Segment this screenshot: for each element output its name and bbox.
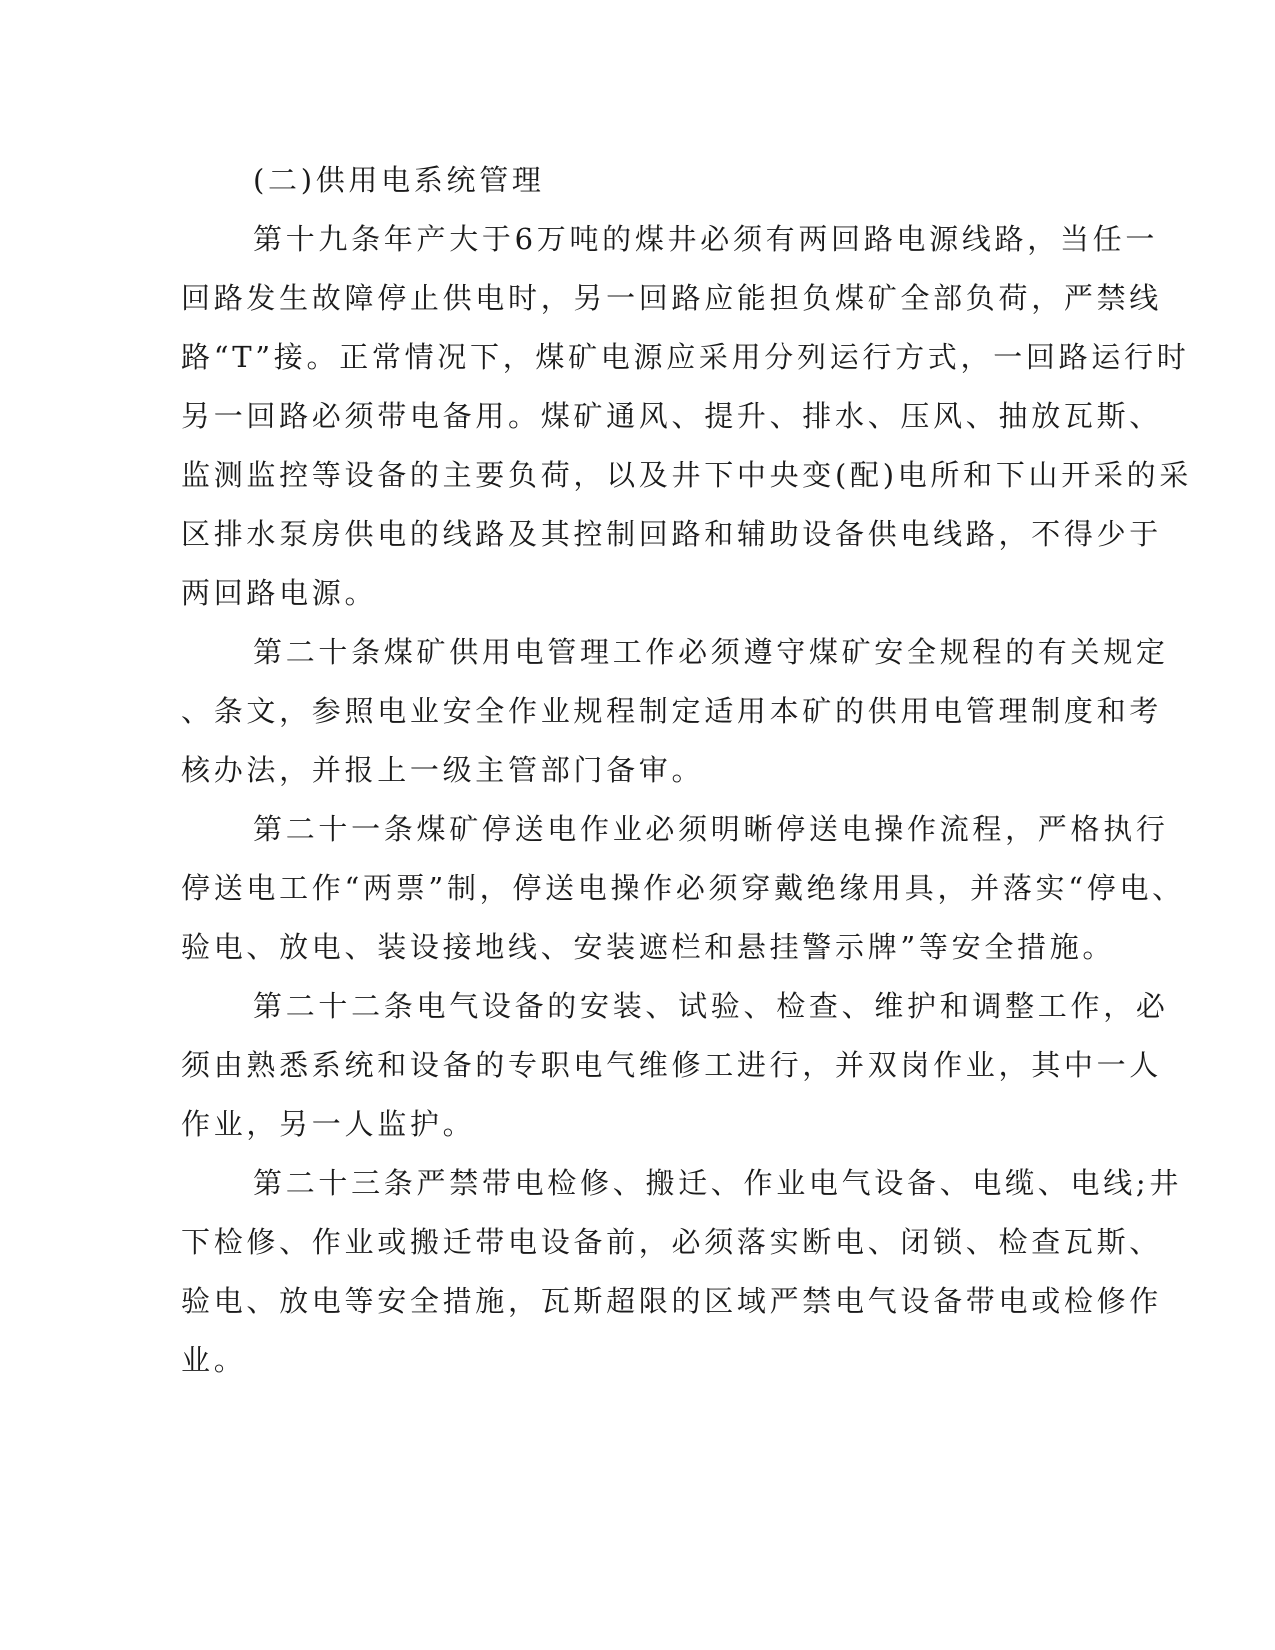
article-20-line-2: 、条文，参照电业安全作业规程制定适用本矿的供用电管理制度和考 — [181, 694, 1163, 728]
article-19-line-7: 两回路电源。 — [181, 576, 378, 610]
article-21-line-2: 停送电工作“两票”制，停送电操作必须穿戴绝缘用具，并落实“停电、 — [181, 871, 1185, 905]
article-20-line-3: 核办法，并报上一级主管部门备审。 — [181, 753, 705, 787]
article-22-line-3: 作业，另一人监护。 — [181, 1107, 476, 1141]
article-19-line-6: 区排水泵房供电的线路及其控制回路和辅助设备供电线路，不得少于 — [181, 517, 1163, 551]
article-22-line-1: 第二十二条电气设备的安装、试验、检查、维护和调整工作，必 — [253, 989, 1169, 1023]
article-19-line-4: 另一回路必须带电备用。煤矿通风、提升、排水、压风、抽放瓦斯、 — [181, 399, 1163, 433]
article-20-line-1: 第二十条煤矿供用电管理工作必须遵守煤矿安全规程的有关规定 — [253, 635, 1169, 669]
article-23-line-4: 业。 — [181, 1343, 247, 1377]
article-19-line-2: 回路发生故障停止供电时，另一回路应能担负煤矿全部负荷，严禁线 — [181, 281, 1163, 315]
article-22-line-2: 须由熟悉系统和设备的专职电气维修工进行，并双岗作业，其中一人 — [181, 1048, 1163, 1082]
article-19-line-3: 路“T”接。正常情况下，煤矿电源应采用分列运行方式，一回路运行时 — [181, 340, 1190, 374]
article-19-line-1: 第十九条年产大于6万吨的煤井必须有两回路电源线路，当任一 — [253, 222, 1159, 256]
article-21-line-1: 第二十一条煤矿停送电作业必须明晰停送电操作流程，严格执行 — [253, 812, 1169, 846]
article-19-line-5: 监测监控等设备的主要负荷，以及井下中央变(配)电所和下山开采的采 — [181, 458, 1193, 492]
section-heading: (二)供用电系统管理 — [253, 163, 545, 197]
article-23-line-3: 验电、放电等安全措施，瓦斯超限的区域严禁电气设备带电或检修作 — [181, 1284, 1163, 1318]
article-23-line-1: 第二十三条严禁带电检修、搬迁、作业电气设备、电缆、电线;井 — [253, 1166, 1183, 1200]
article-23-line-2: 下检修、作业或搬迁带电设备前，必须落实断电、闭锁、检查瓦斯、 — [181, 1225, 1163, 1259]
article-21-line-3: 验电、放电、装设接地线、安装遮栏和悬挂警示牌”等安全措施。 — [181, 930, 1116, 964]
